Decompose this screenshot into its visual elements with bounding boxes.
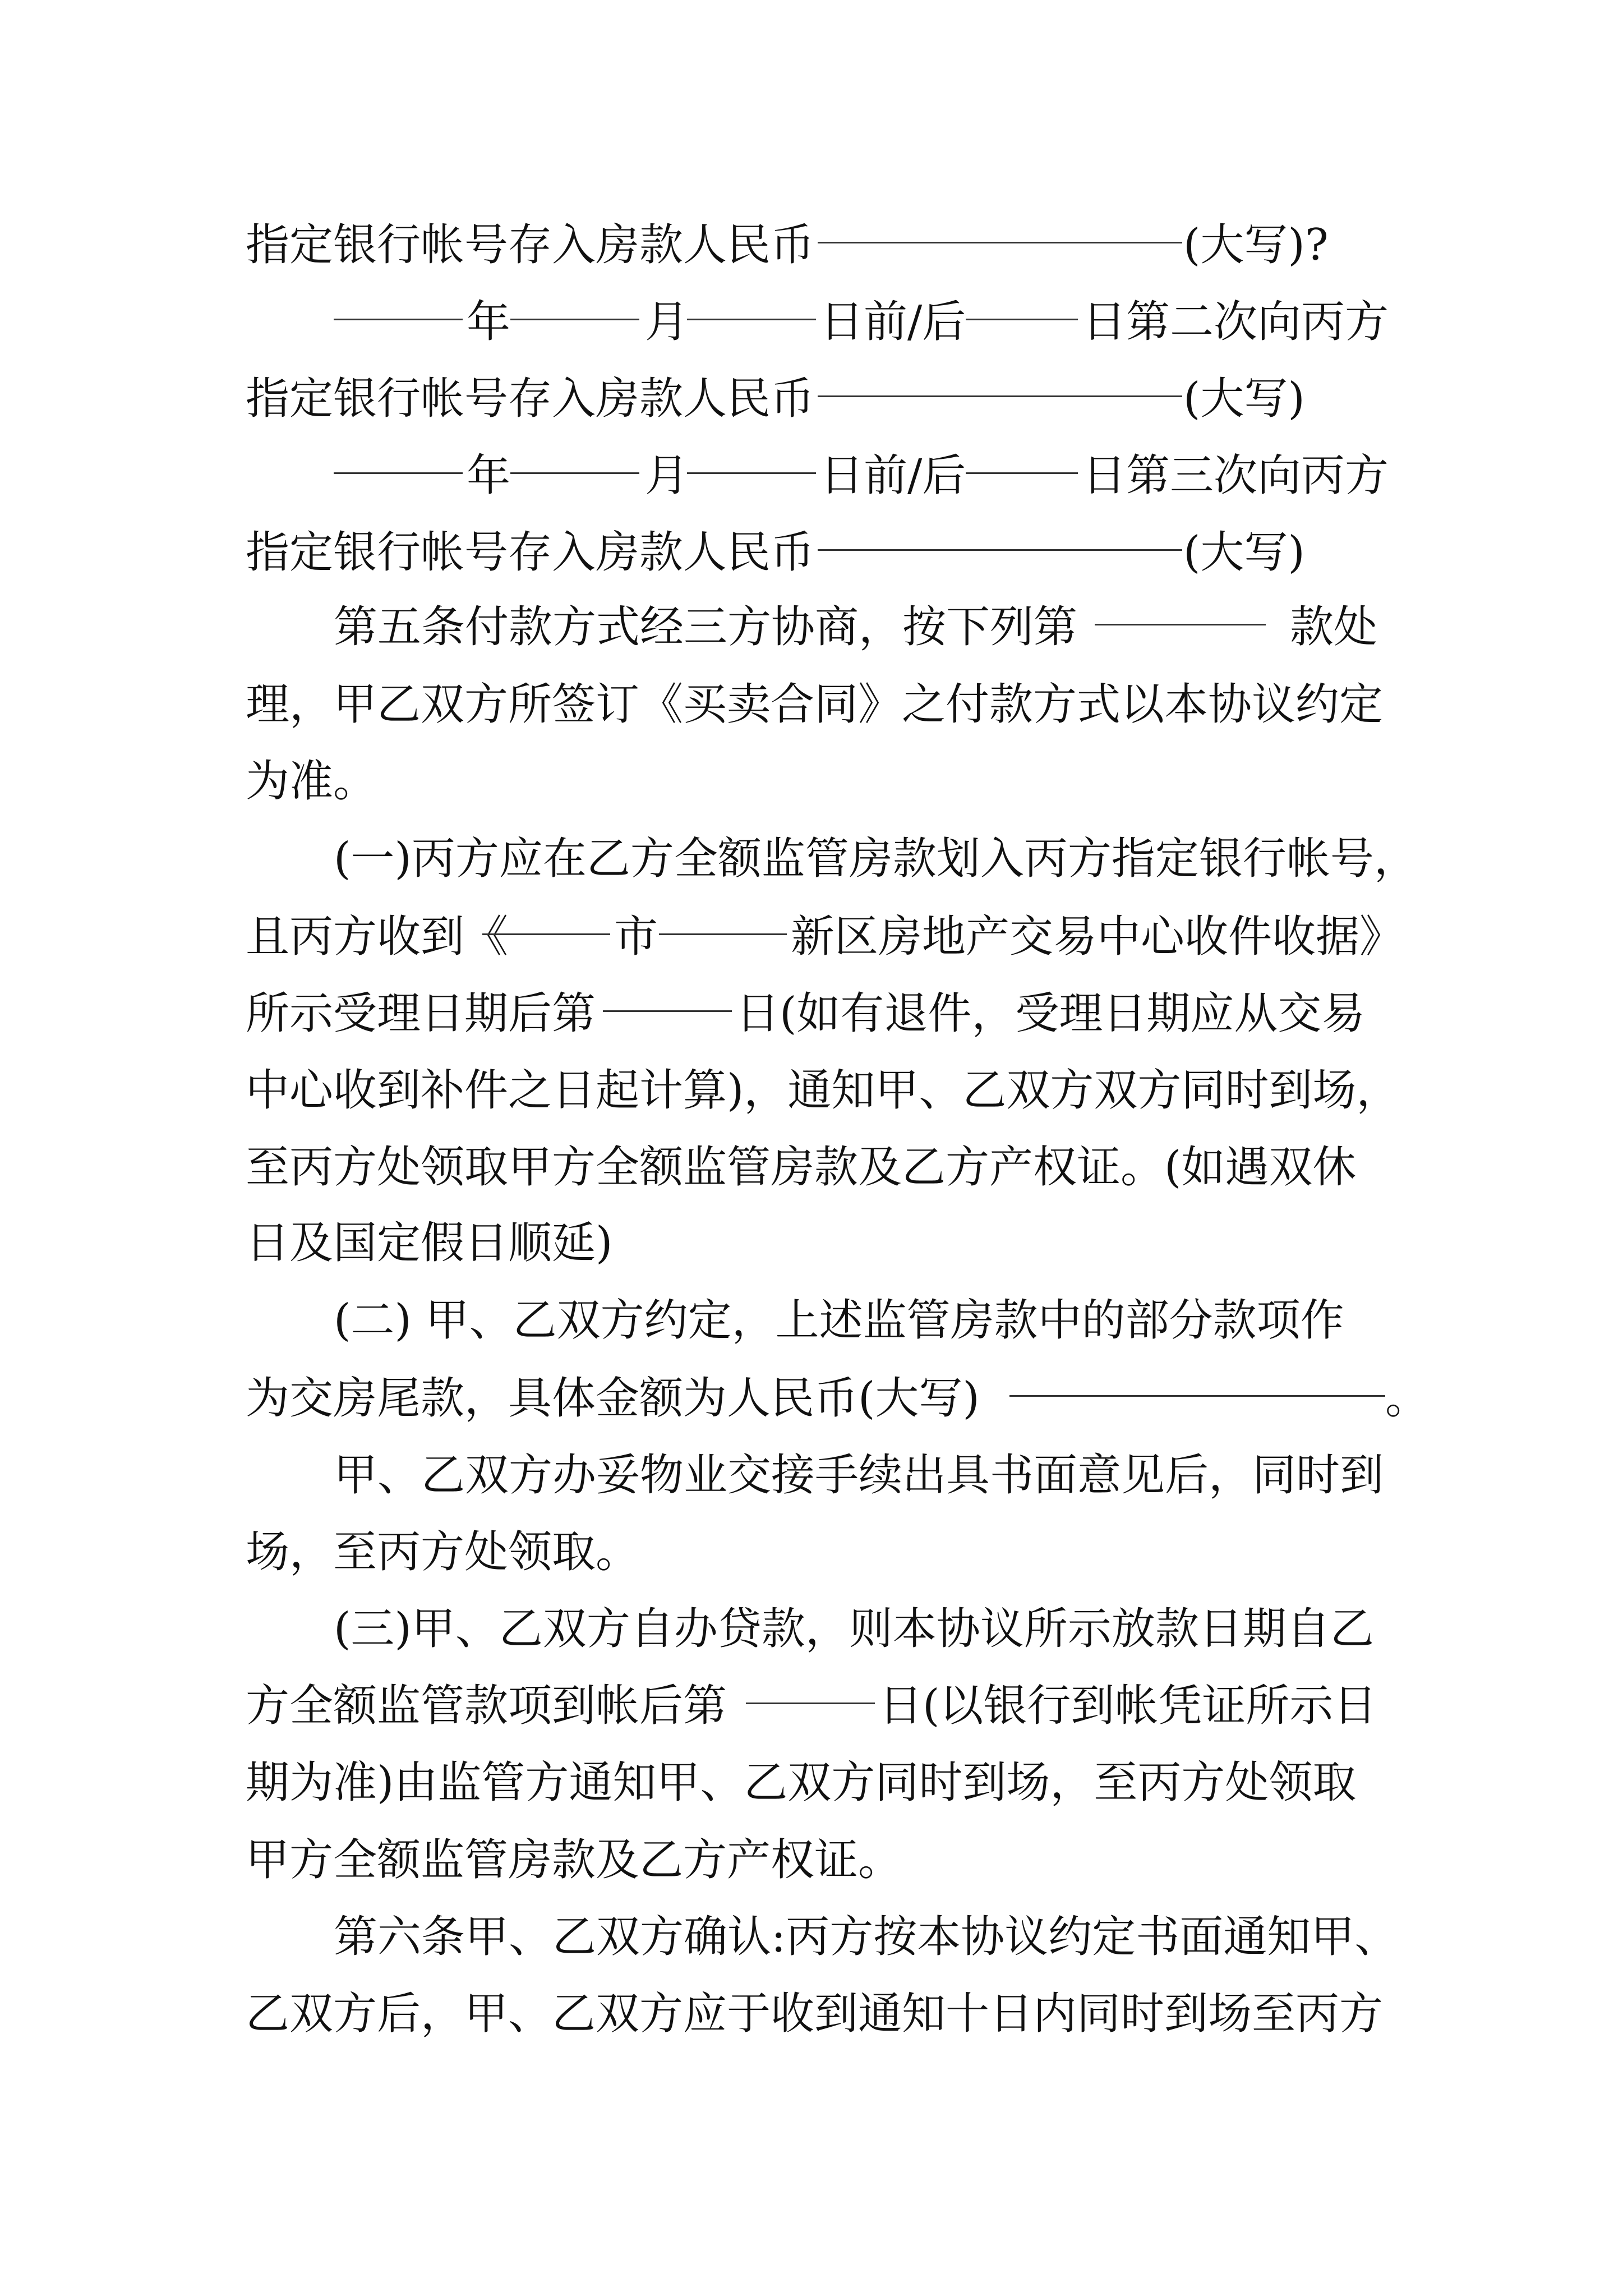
text-line bbox=[0, 1513, 1623, 1591]
text-line bbox=[0, 588, 1623, 666]
text-line bbox=[0, 1821, 1623, 1899]
text-segment: 指定银行帐号存入房款人民币 bbox=[246, 220, 815, 270]
text-segment: 所示受理日期后第 bbox=[246, 988, 596, 1039]
text-segment: 日前/后 bbox=[820, 297, 966, 347]
text-line bbox=[0, 360, 1623, 438]
blank-field bbox=[334, 283, 463, 320]
blank-field bbox=[818, 206, 1182, 243]
text-segment: (大写)? bbox=[1183, 220, 1329, 270]
text-segment: 日及国定假日顺延) bbox=[246, 1218, 613, 1268]
text-segment: 年 bbox=[467, 297, 511, 347]
blank-field bbox=[334, 436, 463, 474]
text-segment: (三)甲、乙双方自办贷款，则本协议所示放款日期自乙 bbox=[334, 1604, 1374, 1654]
text-segment: 款处 bbox=[1290, 602, 1378, 652]
text-segment: 至丙方处领取甲方全额监管房款及乙方产权证。(如遇双休 bbox=[246, 1142, 1357, 1193]
text-line bbox=[0, 974, 1623, 1053]
text-segment: 新区房地产交易中心收件收据》 bbox=[791, 912, 1404, 962]
text-segment: 为交房尾款，具体金额为人民币(大写) bbox=[246, 1373, 980, 1424]
text-line bbox=[0, 898, 1623, 976]
text-segment: 月 bbox=[645, 297, 689, 347]
blank-field bbox=[510, 436, 639, 474]
text-segment: 月 bbox=[645, 450, 689, 501]
text-line bbox=[0, 1590, 1623, 1668]
text-segment: 甲方全额监管房款及乙方产权证。 bbox=[246, 1835, 902, 1885]
blank-field bbox=[966, 436, 1078, 474]
text-line bbox=[0, 1281, 1623, 1360]
text-line bbox=[0, 1204, 1623, 1282]
text-segment: 。 bbox=[1385, 1373, 1430, 1424]
text-segment: 第五条付款方式经三方协商，按下列第 bbox=[334, 602, 1078, 652]
text-segment: 场，至丙方处领取。 bbox=[246, 1527, 640, 1577]
text-line bbox=[0, 1975, 1623, 2053]
text-line bbox=[0, 1359, 1623, 1438]
text-line bbox=[0, 283, 1623, 361]
text-line bbox=[0, 1743, 1623, 1822]
text-segment: 第六条甲、乙双方确认:丙方按本协议约定书面通知甲、 bbox=[334, 1912, 1399, 1962]
blank-field bbox=[510, 283, 639, 320]
text-segment: 期为准)由监管方通知甲、乙双方同时到场，至丙方处领取 bbox=[246, 1757, 1357, 1808]
text-segment: 日(以银行到帐凭证所示日 bbox=[879, 1681, 1377, 1731]
text-line bbox=[0, 206, 1623, 284]
blank-field bbox=[482, 898, 610, 935]
text-segment: 为准。 bbox=[246, 756, 377, 807]
text-segment: 指定银行帐号存入房款人民币 bbox=[246, 527, 815, 578]
text-segment: (大写) bbox=[1183, 527, 1305, 578]
text-segment: 中心收到补件之日起计算)，通知甲、乙双方双方同时到场， bbox=[246, 1065, 1400, 1116]
blank-field bbox=[1095, 588, 1266, 625]
text-line bbox=[0, 1436, 1623, 1515]
text-segment: 乙双方后，甲、乙双方应于收到通知十日内同时到场至丙方 bbox=[246, 1989, 1384, 2039]
blank-field bbox=[659, 898, 787, 935]
blank-field bbox=[1009, 1359, 1385, 1397]
text-segment: 方全额监管款项到帐后第 bbox=[246, 1681, 727, 1731]
text-segment: (一)丙方应在乙方全额监管房款划入丙方指定银行帐号， bbox=[334, 834, 1418, 884]
blank-field bbox=[687, 283, 816, 320]
text-segment: 年 bbox=[467, 450, 511, 501]
text-segment: 甲、乙双方办妥物业交接手续出具书面意见后，同时到 bbox=[334, 1450, 1384, 1501]
text-segment: 理，甲乙双方所签订《买卖合同》之付款方式以本协议约定 bbox=[246, 679, 1384, 730]
text-segment: 指定银行帐号存入房款人民币 bbox=[246, 374, 815, 424]
text-line bbox=[0, 742, 1623, 821]
text-line bbox=[0, 1898, 1623, 1976]
blank-field bbox=[818, 513, 1182, 551]
text-segment: (二) 甲、乙双方约定，上述监管房款中的部分款项作 bbox=[334, 1295, 1344, 1346]
text-segment: 且丙方收到《 bbox=[246, 912, 509, 962]
text-segment: 日第二次向丙方 bbox=[1082, 297, 1389, 347]
text-line bbox=[0, 665, 1623, 744]
blank-field bbox=[603, 974, 732, 1012]
text-segment: 日前/后 bbox=[820, 450, 966, 501]
text-line bbox=[0, 1667, 1623, 1745]
blank-field bbox=[818, 360, 1182, 397]
blank-field bbox=[687, 436, 816, 474]
text-segment: 日(如有退件，受理日期应从交易 bbox=[736, 988, 1366, 1039]
text-line bbox=[0, 1051, 1623, 1130]
blank-field bbox=[746, 1667, 875, 1704]
blank-field bbox=[966, 283, 1078, 320]
text-line bbox=[0, 513, 1623, 592]
text-line bbox=[0, 436, 1623, 515]
text-segment: (大写) bbox=[1183, 374, 1305, 424]
text-line bbox=[0, 1128, 1623, 1207]
text-segment: 市 bbox=[614, 912, 658, 962]
text-segment: 日第三次向丙方 bbox=[1082, 450, 1389, 501]
text-line bbox=[0, 820, 1623, 898]
